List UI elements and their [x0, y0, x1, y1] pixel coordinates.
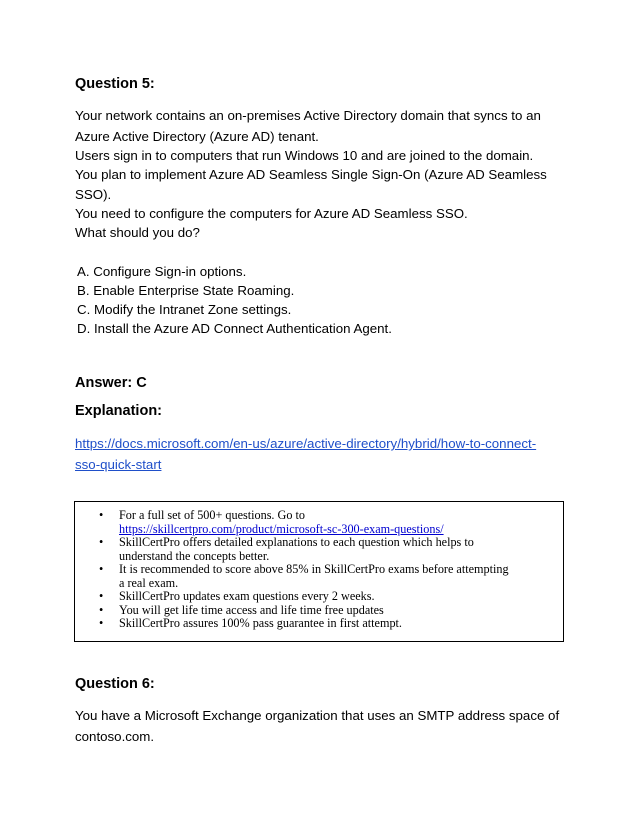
bullet-icon: • [99, 508, 104, 522]
option-d: D. Install the Azure AD Connect Authentication Agent. [77, 321, 392, 336]
bullet-icon: • [99, 535, 104, 549]
promo-item [99, 536, 509, 563]
bullet-icon: • [99, 616, 104, 630]
stem-line: You plan to implement Azure AD Seamless Single Sign-On (Azure AD Seamless [75, 167, 547, 182]
promo-text: SkillCertPro offers detailed explanations to each question which helps to [119, 535, 474, 549]
stem-line: Your network contains an on-premises Active Directory domain that syncs to an [75, 108, 541, 123]
question-5-title: Question 5: [75, 76, 155, 92]
promo-item [99, 617, 509, 631]
option-b: B. Enable Enterprise State Roaming. [77, 283, 295, 298]
explanation-link-line[interactable]: sso-quick-start [75, 457, 162, 472]
promo-text: SkillCertPro assures 100% pass guarantee in first attempt. [119, 616, 402, 630]
stem-line: You need to configure the computers for Azure AD Seamless SSO. [75, 206, 468, 221]
stem-line: You have a Microsoft Exchange organization that uses an SMTP address space of [75, 708, 560, 723]
promo-list [99, 509, 509, 631]
stem-line: SSO). [75, 187, 112, 202]
explanation-link-line[interactable]: https://docs.microsoft.com/en-us/azure/active-directory/hybrid/how-to-connect- [75, 436, 537, 451]
explanation-title: Explanation: [75, 403, 163, 419]
stem-line: Users sign in to computers that run Windows 10 and are joined to the domain. [75, 148, 534, 163]
promo-text: a real exam. [119, 575, 179, 590]
bullet-icon: • [99, 589, 104, 603]
promo-text: It is recommended to score above 85% in SkillCertPro exams before attempting [119, 562, 509, 576]
promo-text: You will get life time access and life time free updates [119, 602, 384, 617]
answer-label: Answer: C [75, 375, 147, 391]
promo-text: understand the concepts better. [119, 548, 270, 563]
promo-item [99, 563, 509, 590]
promo-box [74, 501, 564, 642]
promo-link[interactable]: https://skillcertpro.com/product/microsoft-sc-300-exam-questions/ [119, 521, 444, 536]
option-c: C. Modify the Intranet Zone settings. [77, 302, 292, 317]
bullet-icon: • [99, 562, 104, 576]
stem-line: contoso.com. [75, 729, 155, 744]
option-a: A. Configure Sign-in options. [77, 264, 247, 279]
question-6-title: Question 6: [75, 676, 155, 692]
promo-text: SkillCertPro updates exam questions every 2 weeks. [119, 589, 375, 603]
promo-text: For a full set of 500+ questions. Go to [119, 508, 305, 522]
stem-line: Azure Active Directory (Azure AD) tenant. [75, 129, 319, 144]
stem-line: What should you do? [75, 225, 200, 240]
bullet-icon: • [99, 602, 104, 617]
promo-item [99, 604, 509, 618]
promo-item [99, 509, 509, 536]
promo-item [99, 590, 509, 604]
